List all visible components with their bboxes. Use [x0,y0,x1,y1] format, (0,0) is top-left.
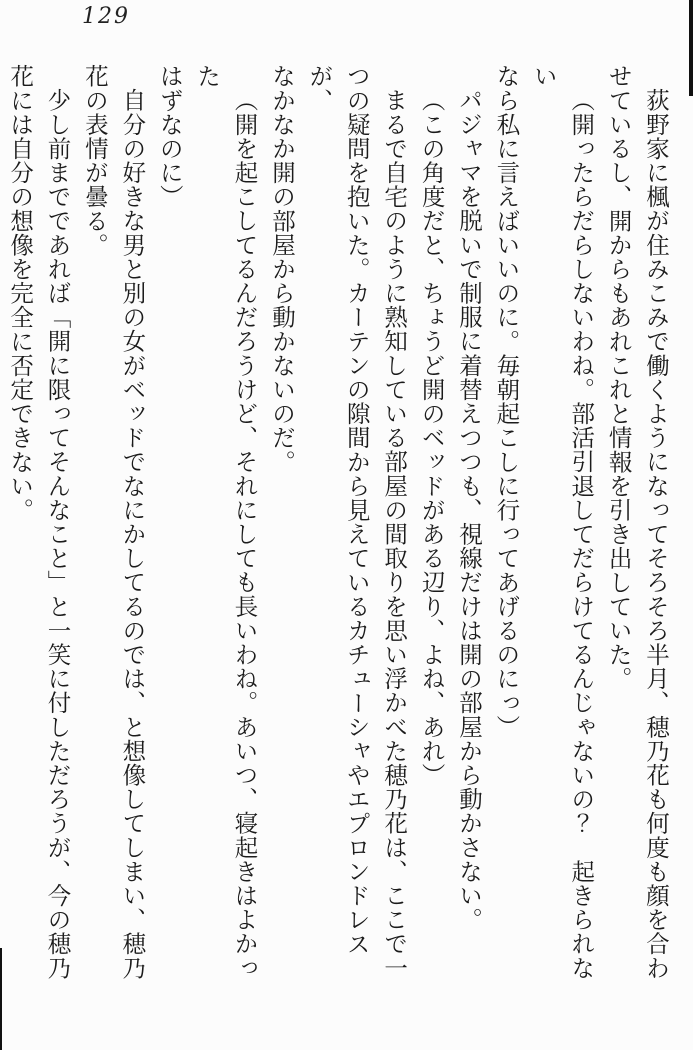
text-body [0,64,674,998]
text-line: （開ったらだらしないわね。部活引退してだらけてるんじゃないの？ 起きられない [529,64,596,980]
text-line: はずなのに） [155,64,184,209]
text-line: せているし、開からもあれこれと情報を引き出していた。 [604,64,633,691]
text-line: 自分の好きな男と別の女がベッドでなにかしてるのでは、と想像してしまい、穂乃 [118,87,147,980]
text-line: なかなか開の部屋から動かないのだ。 [267,64,296,474]
text-line: 荻野家に楓が住みこみで働くようになってそろそろ半月、穂乃花も何度も顔を合わ [642,87,670,980]
scan-edge-artifact-right [689,0,693,96]
text-line: つの疑問を抱いた。カーテンの隙間から見えているカチューシャやエプロンドレスが、 [305,64,371,956]
text-line [0,64,1,998]
text-line: （開を起こしてるんだろうけど、それにしても長いわね。あいつ、寝起きはよかった [193,64,259,980]
text-line: パジャマを脱いで制服に着替えつつも、視線だけは開の部屋から動かさない。 [454,87,483,931]
text-line: 少し前までであれば「開に限ってそんなこと」と一笑に付しただろうが、今の穂乃 [43,87,72,980]
text-line: まるで自宅のように熟知している部屋の間取りを思い浮かべた穂乃花は、ここで一 [380,87,409,980]
page-number: 129 [82,4,130,29]
scan-edge-artifact-left [0,948,2,1050]
text-line: 花の表情が曇る。 [80,64,109,257]
text-line: なら私に言えばいいのに。毎朝起こしに行ってあげるのにっ） [492,64,521,739]
text-line: （この角度だと、ちょうど開のベッドがある辺り、よね、あれ） [417,87,446,787]
text-line: 花には自分の想像を完全に否定できない。 [6,64,35,522]
